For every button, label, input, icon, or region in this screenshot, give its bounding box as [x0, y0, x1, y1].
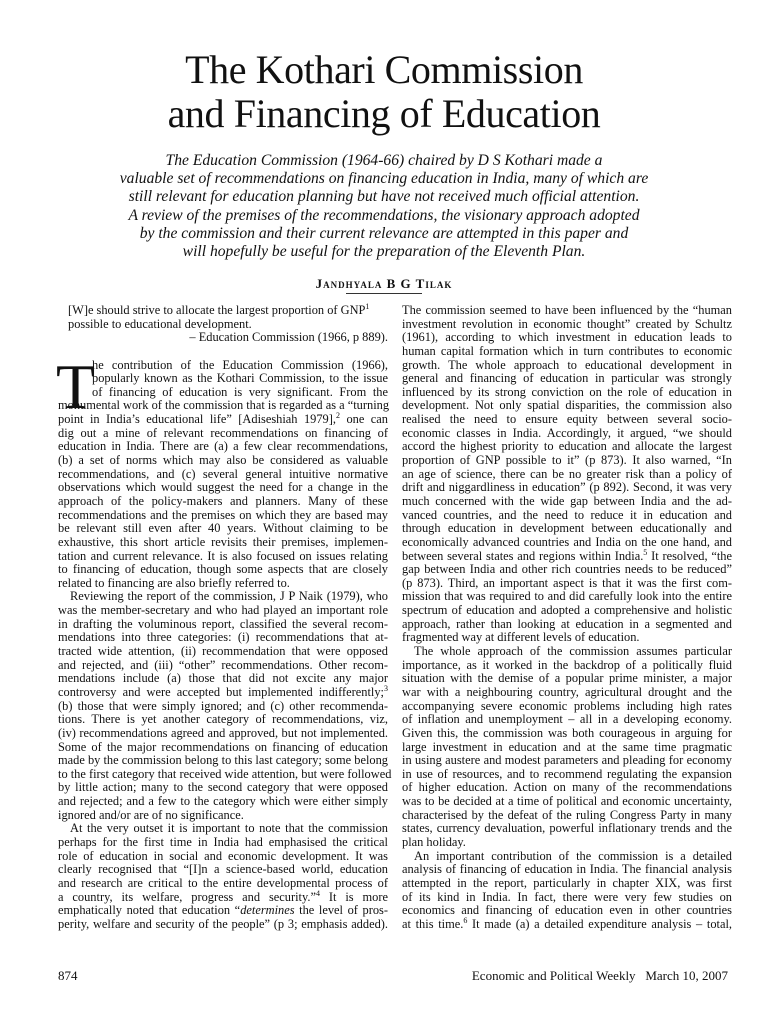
body-line: clearly recognised that “[I]n a science-based world, education: [58, 862, 388, 877]
body-line: be relevant still even after 40 years. Without claiming to be: [58, 521, 388, 536]
body-line: dig out a mine of relevant recommendations on financing of: [58, 425, 388, 440]
body-text: controversy and were accepted but implemented indifferently;: [58, 684, 384, 699]
body-line: influenced by its strong conviction on the role of education in: [402, 384, 732, 399]
body-text: at this time.: [402, 916, 464, 931]
epigraph-text: [W]e should strive to allocate the largest proportion of GNP: [68, 303, 366, 317]
body-line: monumental work of the commission that is regarded as a “turning: [58, 398, 390, 413]
body-line: (1961), according to which investment in education leads to: [402, 330, 732, 345]
body-line: tation and current relevance. It is also focused on issues relating: [58, 548, 388, 563]
body-line: [58, 413, 388, 427]
title-line-2: and Financing of Education: [167, 91, 601, 136]
body-line: large investment in education and at the same time pragmatic: [402, 739, 732, 754]
abstract-line: valuable set of recommendations on financing education in India, many of which are: [119, 170, 649, 188]
body-line: emphatically noted that education “determines the level of pros-: [58, 903, 388, 918]
body-text: It resolved, “the: [647, 548, 732, 563]
body-text: It is more: [319, 889, 389, 904]
body-line: mission that was required to and did carefully look into the entire: [402, 589, 732, 604]
body-line: realised the need to ensure equity between several socio-: [402, 412, 732, 427]
author-underline: [346, 293, 422, 294]
body-line: in using austere and modest parameters and pleading for economy: [402, 753, 732, 768]
body-line: related to financing are also briefly referred to.: [58, 575, 290, 590]
body-line: development. Not only spatial disparities, the commission also: [402, 398, 732, 413]
body-text: It made (a) a detailed expenditure analysis – total,: [467, 916, 732, 931]
right-column: [402, 304, 732, 931]
body-line: Given this, the commission was both courageous in arguing for: [402, 725, 732, 740]
body-line: he contribution of the Education Commission (1966),: [92, 357, 388, 372]
body-line: human capital formation which in turn contributes to economic: [402, 343, 732, 358]
spacer: [58, 345, 388, 359]
body-line: [402, 547, 732, 564]
body-line: exhaustive, this short article revisits their premises, implemen-: [58, 534, 388, 549]
body-line: approach, rather than looking at education in a segmented and: [402, 616, 732, 631]
body-line: At the very outset it is important to note that the commission: [70, 821, 388, 836]
body-line: Reviewing the report of the commission, J P Naik (1979), who: [70, 589, 388, 604]
article-title: [0, 48, 768, 136]
body-line: characterised by the defeat of the ruling Congress Party in many: [402, 807, 732, 822]
body-line: was to be decided at a time of political and economic uncertainty,: [402, 794, 732, 809]
author-byline: Jandhyala B G Tilak: [315, 276, 453, 291]
journal-name: Economic and Political Weekly: [471, 968, 636, 983]
body-line: economic classes in India. Accordingly, it argued, “we should: [402, 425, 732, 440]
body-line: accord the highest priority to education and allocate the largest: [402, 439, 732, 454]
page-number: 874: [58, 968, 78, 983]
body-line: The commission seemed to have been influenced by the “human: [402, 303, 732, 317]
body-line: perity, welfare and security of the people” (p 3; emphasis added).: [58, 916, 388, 931]
footnote-ref: 4: [315, 888, 320, 898]
body-line: and research are critical to the entire developmental process of: [58, 875, 388, 890]
epigraph-attribution: – Education Commission (1966, p 889).: [189, 330, 388, 345]
body-line: mendations include (a) those that did not excite any major: [58, 671, 388, 686]
body-text: a country, its welfare, progress and security.”: [58, 889, 316, 904]
body-line: plan holiday.: [402, 834, 466, 849]
body-line: proportion of GNP possible to it” (p 873). It also warned, “In: [402, 453, 732, 468]
body-line: education in India. There are (a) a few clear recommendations,: [58, 439, 388, 454]
body-line: popularly known as the Kothari Commission, to the issue: [92, 371, 388, 386]
journal-footer: [472, 968, 728, 984]
body-line: economically advanced countries and India on the one hand, and: [402, 534, 732, 549]
body-line: [402, 915, 732, 932]
body-line: in use of resources, and to recommend regulating the expansion: [402, 766, 732, 781]
body-line: (b) a set of norms which may also be considered as valuable: [58, 453, 388, 468]
left-column: [56, 301, 392, 931]
body-line: ignored and/or are of no significance.: [58, 807, 244, 822]
body-line: observations which would suggest the need for a change in the: [58, 480, 388, 495]
body-line: An important contribution of the commission is a detailed: [414, 848, 732, 863]
body-line: of its kind in India. In fact, there were very few studies on: [402, 889, 732, 904]
body-line: approach of the policy-makers and planners. Many of these: [58, 493, 388, 508]
body-line: of financing of education is very significant. From the: [92, 384, 388, 399]
body-line: an age of science, there can be no greater risk than a policy of: [402, 466, 732, 481]
body-line: general and financing of education in particular was strongly: [402, 371, 732, 386]
footnote-ref: 1: [365, 301, 370, 311]
body-text: between several states and regions within India.: [402, 548, 644, 563]
footnote-ref: 2: [335, 411, 340, 420]
body-line: drift and niggardliness in education” (p 892). Second, it was very: [402, 480, 732, 495]
body-line: and rejected, and (iii) “other” recommendations. Other recom-: [58, 657, 388, 672]
abstract-line: will hopefully be useful for the preparation of the Eleventh Plan.: [182, 243, 586, 261]
body-line: much concerned with the wide gap between India and the ad-: [402, 493, 732, 508]
body-line: (b) those that were simply ignored; and (c) other recommenda-: [58, 698, 388, 713]
drop-cap: T: [56, 350, 96, 422]
body-line: Some of the major recommendations on financing of education: [58, 739, 388, 754]
body-line: (iv) recommendations agreed and approved, but not implemented.: [58, 725, 388, 740]
body-line: tions. There is yet another category of recommendations, viz,: [58, 712, 388, 727]
body-line: through education in development between educationally and: [402, 521, 732, 536]
footnote-ref: 6: [463, 915, 468, 925]
body-line: importance, as it worked in the backdrop of a politically fluid: [402, 657, 732, 672]
body-line: war with a neighbouring country, agricultural drought and the: [402, 684, 732, 699]
body-line: growth. The whole approach to educational development in: [402, 357, 732, 372]
abstract-line: The Education Commission (1964-66) chaired by D S Kothari made a: [165, 152, 603, 169]
body-line: spectrum of education and adopted a comprehensive and holistic: [402, 603, 732, 618]
body-line: The whole approach of the commission assumes particular: [414, 644, 732, 659]
body-line: and rejected; and a few to the category which were either simply: [58, 794, 388, 809]
body-line: made by the commission belong to this last category; some belong: [58, 753, 388, 768]
body-line: [58, 683, 388, 700]
body-text: point in India’s educational life” [Adiseshiah 1979],: [58, 412, 336, 427]
body-line: [58, 888, 389, 905]
body-line: states, currency devaluation, powerful inflationary trends and the: [402, 821, 732, 836]
body-line: vanced countries, and the need to reduce it in education and: [402, 507, 732, 522]
epigraph-line: possible to educational development.: [68, 316, 252, 331]
body-line: situation with the demise of a popular prime minister, a major: [402, 671, 732, 686]
emphasis-text: determines: [240, 903, 295, 918]
body-line: to the first category that received wide attention, but were followed: [58, 766, 392, 781]
body-line: of higher education. Action on many of the recommendations: [402, 780, 732, 795]
body-line: investment revolution in economic thought” created by Schultz: [402, 316, 732, 331]
body-text: one can: [339, 412, 388, 427]
body-line: economics and financing of education even in other countries: [402, 903, 732, 918]
body-line: of inflation and unemployment – all in a developing economy.: [402, 712, 732, 727]
body-line: in drafting the voluminous report, classified the several recom-: [58, 616, 388, 631]
body-line: by little action; many to the second category that were opposed: [58, 780, 388, 795]
body-line: perhaps for the first time in India had emphasised the critical: [58, 834, 388, 849]
abstract-line: still relevant for education planning but have not received much official attention.: [128, 188, 640, 206]
body-line: recommendations and the premises on which they are based may: [58, 507, 388, 522]
body-line: accompanying severe economic problems including high rates: [402, 698, 732, 713]
abstract-line: A review of the premises of the recommendations, the visionary approach adopted: [128, 206, 640, 224]
title-line-1: The Kothari Commission: [185, 47, 583, 92]
footnote-ref: 5: [643, 547, 648, 557]
body-line: mendations into three categories: (i) recommendations that at-: [58, 630, 388, 645]
body-line: role of education in social and economic development. It was: [58, 848, 388, 863]
body-line: fragmented way at different levels of education.: [402, 630, 640, 645]
issue-date: March 10, 2007: [645, 968, 728, 983]
abstract: [96, 152, 672, 261]
epigraph-line: [58, 301, 388, 318]
body-line: gap between India and other rich countries needs to be reduced”: [402, 562, 732, 577]
body-line: recommendations, and (c) several general intuitive normative: [58, 466, 388, 481]
body-line: analysis of financing of education in India. The financial analysis: [402, 862, 732, 877]
abstract-line: by the commission and their current relevance are attempted in this paper and: [139, 224, 629, 242]
body-line: was the member-secretary and who had played an important role: [58, 603, 388, 618]
body-line: attempted in the report, particularly in chapter XIX, was first: [402, 875, 732, 890]
body-line: tracted wide attention, (ii) recommendation that were opposed: [58, 644, 388, 659]
body-line: to financing of education, though some aspects that are closely: [58, 562, 388, 577]
body-line: (p 873). Third, an important aspect is that it was the first com-: [402, 575, 732, 590]
footnote-ref: 3: [384, 683, 388, 693]
